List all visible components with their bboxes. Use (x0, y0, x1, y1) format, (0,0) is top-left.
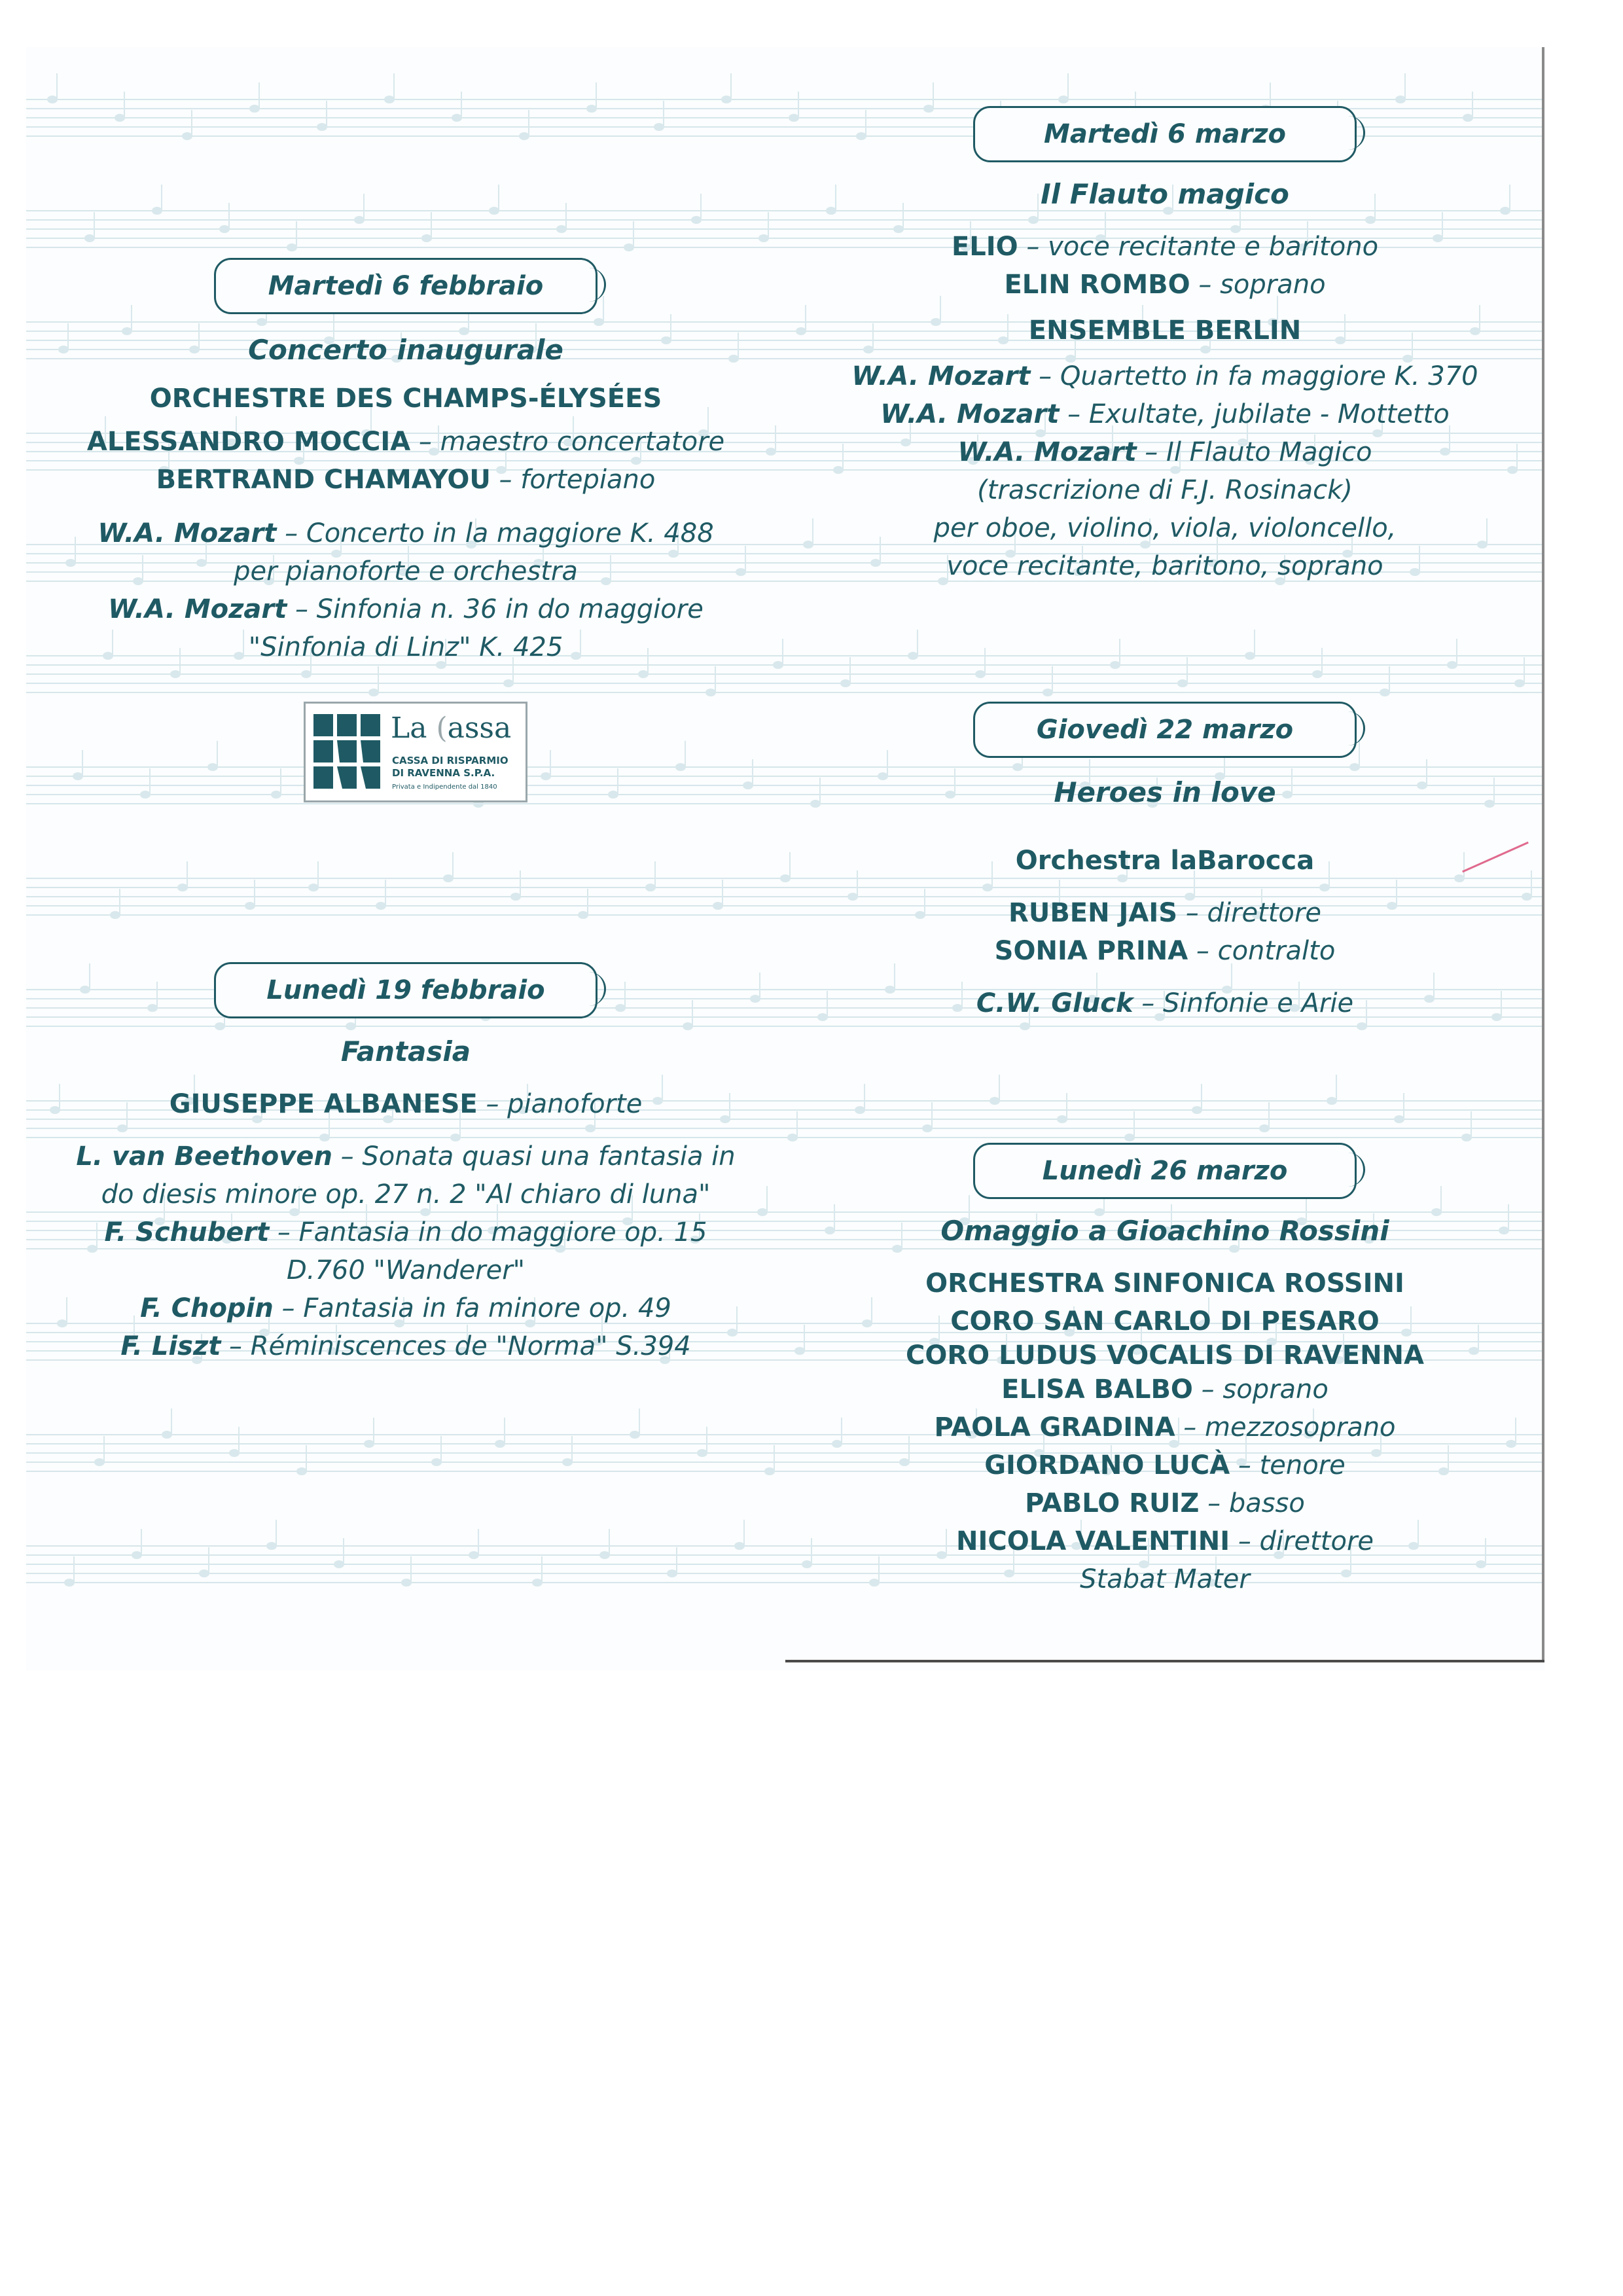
separator: – (1190, 270, 1221, 300)
program-line (26, 1327, 785, 1365)
separator: – (410, 427, 440, 457)
program-line (26, 1213, 785, 1251)
performer-role: direttore (1259, 1526, 1374, 1556)
work-title: Sinfonie e Arie (1163, 988, 1354, 1018)
concert-1-details (26, 331, 785, 666)
composer: C.W. Gluck (976, 988, 1133, 1018)
composer: F. Schubert (104, 1217, 270, 1247)
composer: W.A. Mozart (851, 361, 1031, 391)
performer-name: ELIN ROMBO (1004, 270, 1190, 300)
program-line: (trascrizione di F.J. Rosinack) (977, 475, 1353, 505)
work-title: Stabat Mater (1080, 1564, 1250, 1594)
performer-role: soprano (1222, 1374, 1329, 1405)
separator: – (477, 1089, 508, 1119)
program-line: per pianoforte e orchestra (234, 556, 578, 586)
composer: W.A. Mozart (880, 399, 1060, 429)
performer-name: SONIA PRINA (994, 936, 1188, 966)
concert-date: Lunedì 19 febbraio (266, 975, 545, 1005)
performer-line (785, 1522, 1544, 1560)
performer-line (26, 423, 785, 461)
performer-role: direttore (1207, 898, 1321, 928)
composer: W.A. Mozart (108, 594, 287, 624)
separator: – (221, 1331, 251, 1361)
work-title: Il Flauto Magico (1166, 437, 1372, 467)
performer-line (785, 894, 1544, 932)
program-line (785, 984, 1544, 1022)
concert-date-badge (973, 106, 1357, 162)
work-title: Sinfonia n. 36 in do maggiore (316, 594, 704, 624)
concert-title: Il Flauto magico (1041, 178, 1289, 210)
performer-name: ALESSANDRO MOCCIA (86, 427, 411, 457)
separator: – (287, 594, 317, 624)
separator: – (273, 1293, 304, 1323)
performer-name: GIUSEPPE ALBANESE (169, 1089, 478, 1119)
program-line (785, 357, 1544, 395)
composer: F. Chopin (140, 1293, 274, 1323)
work-title: Sonata quasi una fantasia in (362, 1141, 736, 1172)
separator: – (490, 465, 521, 495)
performer-role: basso (1228, 1488, 1305, 1518)
performer-role: fortepiano (520, 465, 656, 495)
program-line (785, 433, 1544, 471)
separator: – (1199, 1488, 1229, 1518)
program-line (26, 1138, 785, 1175)
program-line: D.760 "Wanderer" (286, 1255, 526, 1285)
right-border (1542, 47, 1544, 1662)
separator: – (332, 1141, 363, 1172)
separator: – (1136, 437, 1167, 467)
composer: F. Liszt (120, 1331, 221, 1361)
la-cassa-logo-icon (313, 714, 382, 790)
performer-line (785, 1446, 1544, 1484)
separator: – (1192, 1374, 1223, 1405)
separator: – (1175, 1412, 1205, 1443)
concert-title: Omaggio a Gioachino Rossini (940, 1215, 1389, 1247)
ensemble-name: ORCHESTRA SINFONICA ROSSINI (925, 1268, 1404, 1299)
ensemble-name: CORO LUDUS VOCALIS DI RAVENNA (906, 1340, 1424, 1371)
concert-3-details (785, 175, 1544, 585)
separator: – (1018, 232, 1048, 262)
separator: – (1177, 898, 1207, 928)
sponsor-subtitle: CASSA DI RISPARMIO DI RAVENNA S.P.A. (392, 755, 508, 779)
sponsor-logo (304, 702, 527, 802)
concert-title: Heroes in love (1054, 776, 1276, 808)
concert-date: Giovedì 22 marzo (1036, 715, 1294, 745)
program-line (785, 395, 1544, 433)
separator: – (276, 518, 306, 548)
work-title: Exultate, jubilate - Mottetto (1088, 399, 1450, 429)
program-line: per oboe, violino, viola, violoncello, (933, 513, 1397, 543)
performer-name: PAOLA GRADINA (934, 1412, 1175, 1443)
performer-role: contralto (1217, 936, 1336, 966)
composer: L. van Beethoven (76, 1141, 332, 1172)
separator: – (1059, 399, 1089, 429)
concert-date-badge (973, 702, 1357, 758)
concert-date-badge (214, 962, 597, 1018)
concert-date: Lunedì 26 marzo (1042, 1156, 1288, 1186)
work-title: Concerto in la maggiore K. 488 (306, 518, 714, 548)
performer-role: pianoforte (507, 1089, 643, 1119)
right-column (785, 47, 1544, 1670)
concert-title: Fantasia (340, 1035, 471, 1067)
program-line: do diesis minore op. 27 n. 2 "Al chiaro di luna" (101, 1179, 711, 1210)
separator: – (1230, 1450, 1260, 1480)
performer-line (785, 932, 1544, 970)
composer: W.A. Mozart (98, 518, 277, 548)
performer-role: maestro concertatore (440, 427, 725, 457)
work-title: Quartetto in fa maggiore K. 370 (1060, 361, 1478, 391)
ensemble-name: Orchestra laBarocca (1015, 846, 1315, 876)
ensemble-name: ORCHESTRE DES CHAMPS-ÉLYSÉES (149, 384, 662, 414)
concert-date-badge (973, 1143, 1357, 1199)
separator: – (269, 1217, 299, 1247)
performer-line (785, 228, 1544, 266)
program-line: "Sinfonia di Linz" K. 425 (248, 632, 563, 662)
concert-2-details (26, 1033, 785, 1365)
separator: – (1030, 361, 1060, 391)
separator: – (1188, 936, 1218, 966)
performer-role: mezzosoprano (1205, 1412, 1396, 1443)
performer-line (785, 1484, 1544, 1522)
concert-date-badge (214, 258, 597, 314)
performer-name: BERTRAND CHAMAYOU (156, 465, 491, 495)
concert-date: Martedì 6 marzo (1044, 119, 1286, 149)
performer-role: tenore (1259, 1450, 1346, 1480)
sponsor-tagline: Privata e Indipendente dal 1840 (392, 783, 497, 791)
separator: – (1230, 1526, 1260, 1556)
performer-name: ELISA BALBO (1001, 1374, 1193, 1405)
bottom-border (785, 1660, 1544, 1662)
concert-title: Concerto inaugurale (248, 334, 563, 366)
program-line (26, 590, 785, 628)
program-line (26, 1289, 785, 1327)
program-line (26, 514, 785, 552)
performer-role: voce recitante e baritono (1048, 232, 1379, 262)
composer: W.A. Mozart (957, 437, 1137, 467)
performer-line (785, 1371, 1544, 1408)
concert-4-details (785, 774, 1544, 1022)
sponsor-name: La (assa (391, 711, 512, 745)
separator: – (1133, 988, 1164, 1018)
performer-line (26, 461, 785, 499)
performer-line (785, 1408, 1544, 1446)
c-mark-icon: ( (436, 711, 448, 745)
ensemble-name: CORO SAN CARLO DI PESARO (950, 1306, 1380, 1336)
performer-line (785, 266, 1544, 304)
concert-5-details (785, 1212, 1544, 1598)
program-sheet (26, 47, 1544, 1670)
work-title: Fantasia in fa minore op. 49 (303, 1293, 671, 1323)
work-title: Réminiscences de "Norma" S.394 (250, 1331, 691, 1361)
ensemble-name: ENSEMBLE BERLIN (1028, 315, 1302, 346)
left-column (26, 47, 785, 1670)
performer-name: RUBEN JAIS (1008, 898, 1178, 928)
performer-name: NICOLA VALENTINI (956, 1526, 1230, 1556)
performer-line (26, 1085, 785, 1123)
performer-name: ELIO (951, 232, 1018, 262)
concert-date: Martedì 6 febbraio (268, 271, 544, 301)
performer-name: GIORDANO LUCÀ (984, 1450, 1230, 1480)
program-line: voce recitante, baritono, soprano (946, 551, 1383, 581)
performer-name: PABLO RUIZ (1025, 1488, 1200, 1518)
work-title: Fantasia in do maggiore op. 15 (298, 1217, 707, 1247)
performer-role: soprano (1220, 270, 1326, 300)
